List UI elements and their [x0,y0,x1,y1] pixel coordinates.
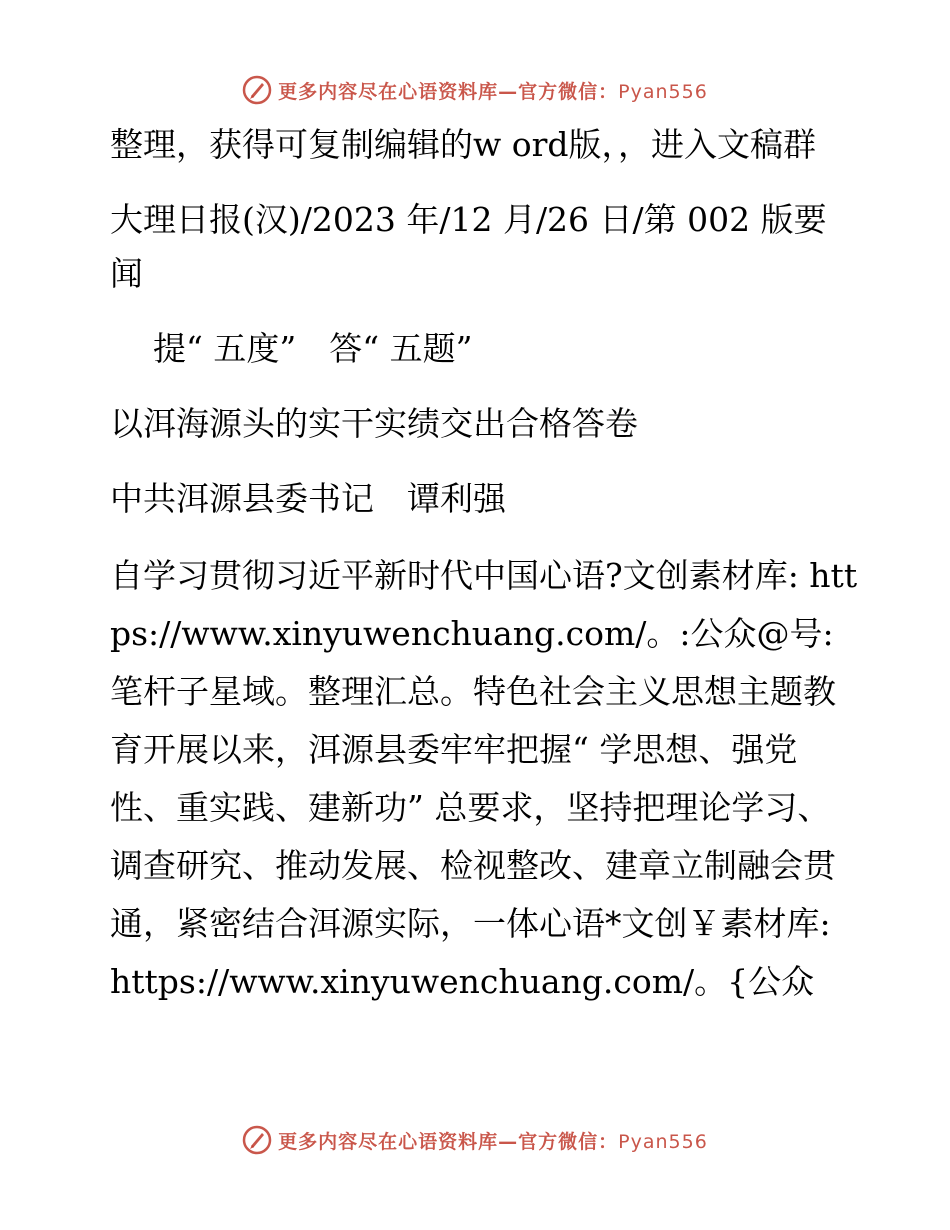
body-paragraph: 自学习贯彻习近平新时代中国心语?文创素材库: https://www.xinyuwenchuang.com/。:公众@号: 笔杆子星域。整理汇总。特色社会主义思想主题教育开展以来，洱源县委牢牢把握“ 学思想、强党性、重实践、建新功” 总要求，坚持把理论学习、调查研究、推动发展、检视整改、建章立制融会贯通，紧密结合洱源实际，一体心语*文创￥素材库: https://www.xinyuwenchuang.com/。{公众 [110,556,858,1001]
watermark-site-text: 更多内容尽在心语资料库—官方微信： [278,80,619,103]
watermark-site-text: 更多内容尽在心语资料库—官方微信： [278,1130,619,1153]
watermark-handle: Pyan556 [618,80,708,103]
headline: 提“ 五度” 答“ 五题” [153,329,473,368]
quill-logo-icon [242,75,272,105]
header-watermark [0,72,950,108]
watermark-text [278,77,708,104]
subheadline: 以洱海源头的实干实绩交出合格答卷 [110,404,638,443]
footer-watermark [0,1122,950,1158]
quill-logo-icon [242,1125,272,1155]
author-line: 中共洱源县委书记 谭利强 [110,479,506,518]
watermark-handle: Pyan556 [618,1130,708,1153]
watermark-text [278,1127,708,1154]
source-line: 大理日报(汉)/2023 年/12 月/26 日/第 002 版要闻 [110,200,827,293]
intro-paragraph: 整理，获得可复制编辑的w ord版，，进入文稿群 [110,125,817,164]
document-body [98,118,858,1011]
